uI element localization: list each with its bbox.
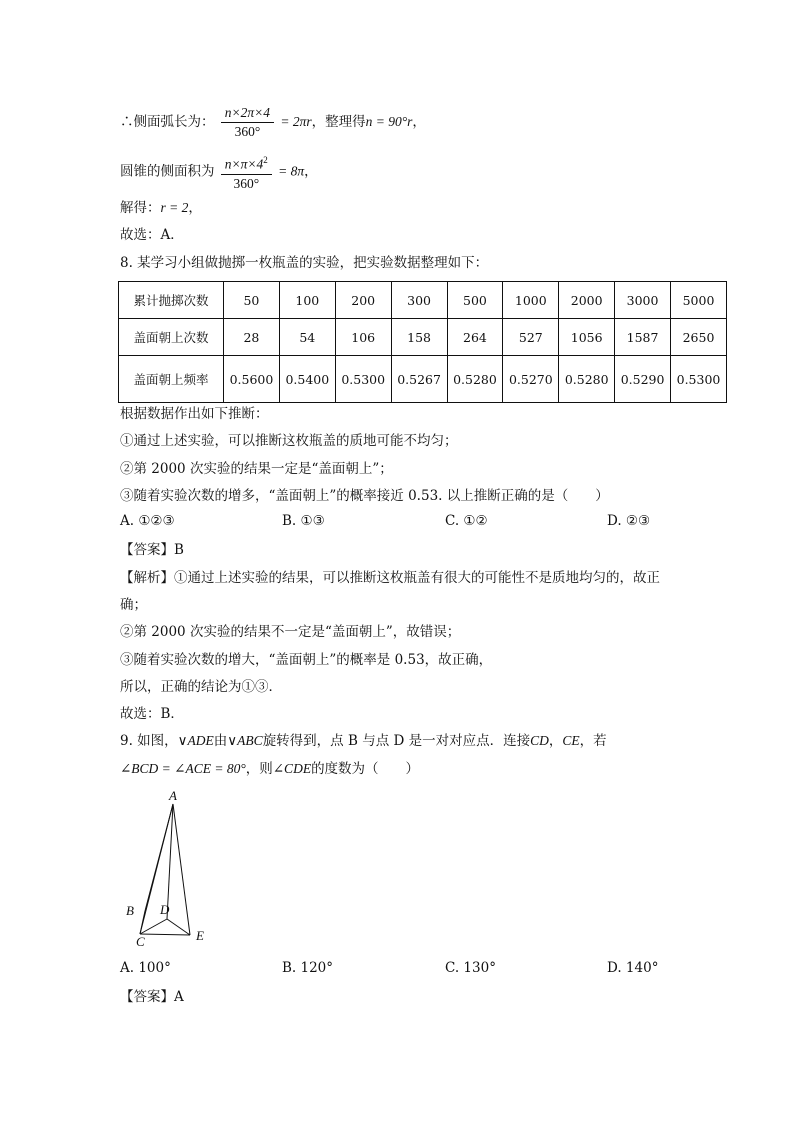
q9-stem-c: 旋转得到，点 B 与点 D 是一对对应点．连接 [262,733,531,749]
arc-result: n = 90°r [365,114,413,129]
table-cell: 2000 [559,282,615,319]
option-d[interactable]: D. ②③ [607,513,651,529]
solve-line [120,198,202,218]
table-cell: 0.5400 [279,356,335,403]
table-cell: 0.5280 [447,356,503,403]
arc-denominator: 360° [234,124,261,139]
q9-stem-f: 的度数为（ ） [311,761,420,777]
target-angle: ∠CDE [272,761,312,776]
solve-value: r = 2 [160,200,189,215]
q8-stem: 8. 某学习小组做抛掷一枚瓶盖的实验，把实验数据整理如下： [120,255,489,271]
q9-stem-line-1 [120,731,607,751]
label-a: A [169,788,177,803]
table-cell: 0.5270 [503,356,559,403]
inference-intro: 根据数据作出如下推断： [120,406,269,422]
arc-numerator: n×2π×4 [221,104,274,123]
statement-3: ③随着实验次数的增多，“盖面朝上”的概率接近 0.53. 以上推断正确的是（ ） [120,488,609,504]
table-cell: 0.5600 [224,356,280,403]
label-c: C [136,934,145,948]
table-cell: 1000 [503,282,559,319]
option-a[interactable]: A. 100° [120,960,171,976]
arc-length-prefix: ∴侧面弧长为： [120,114,215,130]
label-b: B [126,903,134,918]
q9-answer: 【答案】A [120,989,184,1005]
q9-separator: ， [548,733,563,749]
table-cell: 200 [335,282,391,319]
area-equation: = 8π [278,163,305,179]
area-numerator-text: n×π×4 [224,156,264,172]
segment-cd-line [140,919,167,934]
table-cell: 5000 [671,282,727,319]
segment-ae [173,804,190,935]
arc-length-line [120,104,426,141]
triangle-abc: ∨ABC [227,733,263,748]
table-cell: 3000 [615,282,671,319]
table-cell: 1587 [615,319,671,356]
table-cell: 0.5290 [615,356,671,403]
q8-choice: 故选：B． [120,706,184,722]
segment-ce-line [140,934,190,935]
q8-conclusion: 所以，正确的结论为①③． [120,679,282,695]
table-cell: 0.5300 [671,356,727,403]
label-e: E [196,928,204,943]
solve-end: ， [188,200,202,216]
q8-analysis-2: ②第 2000 次实验的结果不一定是“盖面朝上”，故错误； [120,624,461,640]
q8-answer: 【答案】B [120,542,184,558]
q9-stem-line-2 [120,759,419,779]
table-cell: 527 [503,319,559,356]
statement-2: ②第 2000 次实验的结果一定是“盖面朝上”； [120,461,393,477]
lateral-area-prefix: 圆锥的侧面积为 [120,163,215,180]
segment-bc [140,911,145,934]
q7-choice: 故选：A． [120,227,184,243]
statement-1: ①通过上述实验，可以推断这枚瓶盖的质地可能不均匀； [120,433,458,449]
q9-options [120,960,680,980]
option-d[interactable]: D. 140° [607,960,659,976]
option-c[interactable]: C. 130° [445,960,496,976]
area-exponent: 2 [263,155,268,165]
q8-analysis-1: 【解析】①通过上述实验的结果，可以推断这枚瓶盖有很大的可能性不是质地均匀的，故正 [120,570,660,586]
option-a[interactable]: A. ①②③ [120,513,175,529]
option-b[interactable]: B. 120° [282,960,334,976]
q8-options [120,513,680,533]
experiment-table [118,281,727,403]
q8-analysis-3: ③随着实验次数的增大，“盖面朝上”的概率是 0.53，故正确， [120,652,493,668]
q9-stem-e: ，则 [245,761,273,777]
lateral-area-line [120,151,318,193]
table-cell: 300 [391,282,447,319]
area-end: ， [304,163,318,180]
table-cell: 0.5280 [559,356,615,403]
angle-condition: ∠BCD = ∠ACE = 80° [120,761,246,776]
q9-stem-d: ，若 [579,733,607,749]
table-cell: 54 [279,319,335,356]
table-cell: 264 [447,319,503,356]
arc-middle-text: ，整理得 [311,114,366,130]
rotation-figure [120,788,220,948]
table-cell: 100 [279,282,335,319]
q9-stem-a: 9. 如图， [120,733,178,749]
table-cell: 0.5267 [391,356,447,403]
segment-ce: CE [562,733,580,748]
table-row [119,282,727,319]
option-b[interactable]: B. ①③ [282,513,325,529]
arc-length-fraction [221,104,274,141]
arc-equation: = 2πr [280,114,312,129]
arc-end: ， [412,114,426,130]
row-header: 盖面朝上频率 [119,356,224,403]
table-cell: 0.5300 [335,356,391,403]
table-cell: 500 [447,282,503,319]
table-cell: 158 [391,319,447,356]
row-header: 盖面朝上次数 [119,319,224,356]
table-cell: 106 [335,319,391,356]
table-cell: 28 [224,319,280,356]
row-header: 累计抛掷次数 [119,282,224,319]
q8-analysis-1-cont: 确； [120,597,147,613]
q9-stem-b: 由 [213,733,228,749]
table-cell: 50 [224,282,280,319]
triangle-ade: ∨ADE [177,733,214,748]
option-c[interactable]: C. ①② [445,513,488,529]
table-row [119,319,727,356]
solve-prefix: 解得： [120,200,161,216]
table-row [119,356,727,403]
segment-cd: CD [530,733,549,748]
table-cell: 2650 [671,319,727,356]
table-cell: 1056 [559,319,615,356]
area-numerator [221,151,272,175]
segment-de [167,919,190,935]
area-denominator: 360° [233,175,260,191]
label-d: D [160,902,170,917]
lateral-area-fraction [221,151,272,193]
